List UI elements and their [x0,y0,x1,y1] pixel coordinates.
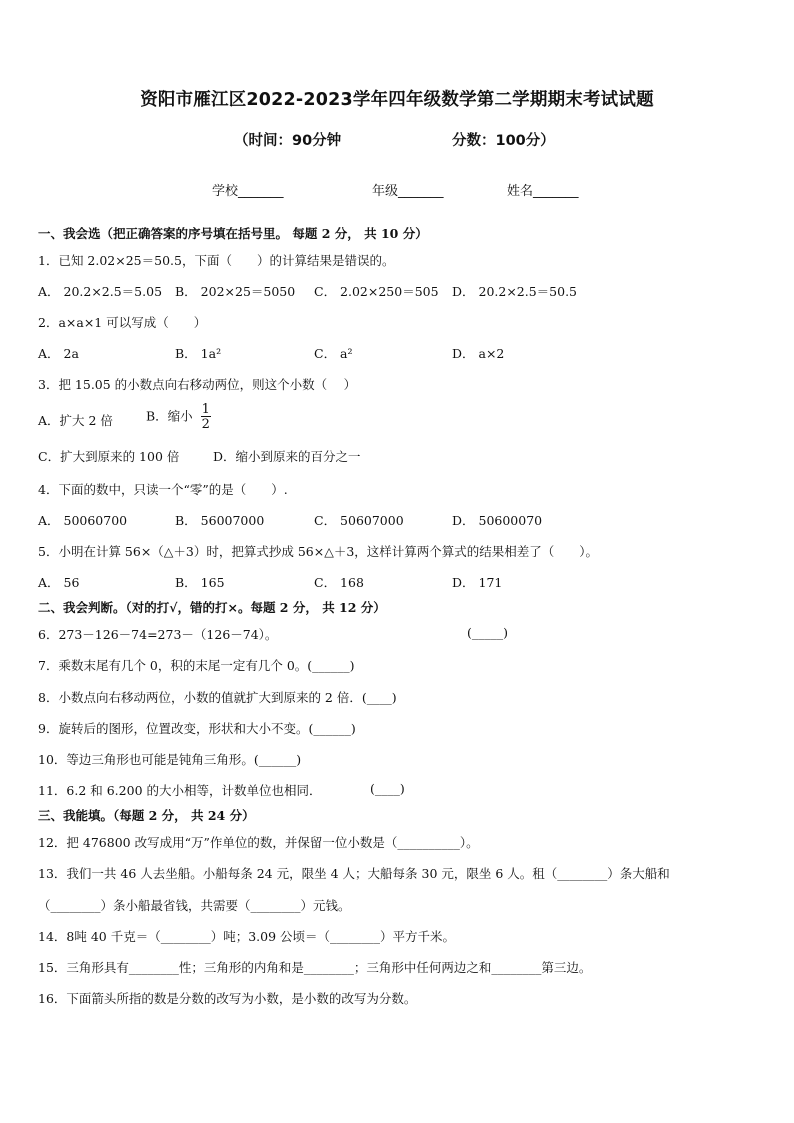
question-11: 11．6.2 和 6.200 的大小相等，计数单位也相同． [38,783,322,798]
q4-option-a: A． 50060700 [38,513,128,528]
q1-option-a: A． 20.2×2.5＝5.05 [38,284,163,299]
q5-option-b: B． 165 [175,575,225,590]
question-7: 7．乘数末尾有几个 0，积的末尾一定有几个 0。(______) [38,658,355,673]
question-4: 4．下面的数中，只读一个“零”的是（ ）. [38,482,288,497]
page-title: 资阳市雁江区2022-2023学年四年级数学第二学期期末考试试题 [140,90,654,110]
question-13-line2: （________）条小船最省钱，共需要（________）元钱。 [38,898,351,913]
q6-answer-blank: (_____) [467,625,509,640]
q3-option-b [146,403,211,431]
question-13-line1: 13．我们一共 46 人去坐船。小船每条 24 元，限坐 4 人；大船每条 30 元，限坐 6 人。租（________）条大船和 [38,866,670,881]
question-8: 8．小数点向右移动两位，小数的值就扩大到原来的 2 倍．(____) [38,690,397,705]
q3-option-b-label: B．缩小 [146,408,193,424]
q1-option-c: C． 2.02×250＝505 [314,284,439,299]
fraction-numerator: 1 [201,402,210,417]
q3-option-d: D．缩小到原来的百分之一 [213,449,361,464]
school-field: 学校_______ [212,184,284,199]
q3-option-a: A．扩大 2 倍 [38,413,113,428]
q1-option-d: D． 20.2×2.5＝50.5 [452,284,578,299]
question-14: 14．8吨 40 千克＝（________）吨；3.09 公顷＝（________）平方千米。 [38,929,456,944]
question-3: 3．把 15.05 的小数点向右移动两位，则这个小数（ ） [38,377,357,392]
q2-option-c: C． a² [314,346,353,361]
question-16: 16．下面箭头所指的数是分数的改写为小数，是小数的改写为分数。 [38,991,417,1006]
q2-option-a: A． 2a [38,346,79,361]
question-9: 9．旋转后的图形，位置改变，形状和大小不变。(______) [38,721,356,736]
q5-option-a: A． 56 [38,575,80,590]
question-10: 10．等边三角形也可能是钝角三角形。(______) [38,752,302,767]
question-2: 2．a×a×1 可以写成（ ） [38,315,207,330]
section2-heading: 二、我会判断。（对的打√，错的打×。每题 2 分， 共 12 分） [38,600,386,615]
question-15: 15．三角形具有________性；三角形的内角和是________；三角形中任何两边之和________第三边。 [38,960,592,975]
q3-option-c: C．扩大到原来的 100 倍 [38,449,180,464]
question-5: 5．小明在计算 56×（△＋3）时，把算式抄成 56×△＋3，这样计算两个算式的结果相差了（ ）。 [38,544,599,559]
exam-score: 分数：100分） [452,133,555,149]
q5-option-c: C． 168 [314,575,364,590]
q4-option-b: B． 56007000 [175,513,265,528]
q4-option-c: C． 50607000 [314,513,404,528]
question-1: 1．已知 2.02×25＝50.5，下面（ ）的计算结果是错误的。 [38,253,395,268]
q5-option-d: D． 171 [452,575,503,590]
q2-option-b: B． 1a² [175,346,222,361]
section3-heading: 三、我能填。（每题 2 分， 共 24 分） [38,808,255,823]
question-12: 12．把 476800 改写成用“万”作单位的数，并保留一位小数是（__________）。 [38,835,479,850]
name-field: 姓名_______ [507,184,579,199]
question-6: 6．273－126－74=273－（126－74）。 [38,627,278,642]
q1-option-b: B． 202×25＝5050 [175,284,296,299]
q2-option-d: D． a×2 [452,346,505,361]
section1-heading: 一、我会选（把正确答案的序号填在括号里。 每题 2 分， 共 10 分） [38,226,428,241]
fraction-denominator: 2 [201,417,210,432]
q11-answer-blank: (____) [370,781,405,796]
q4-option-d: D． 50600070 [452,513,543,528]
fraction [201,403,211,431]
grade-field: 年级_______ [372,184,444,199]
exam-time: （时间：90分钟 [234,133,342,149]
